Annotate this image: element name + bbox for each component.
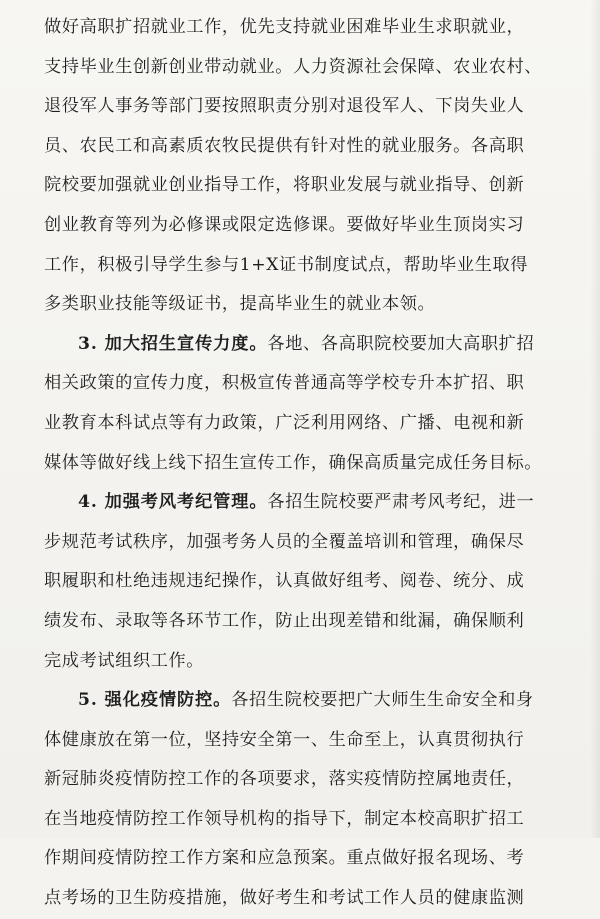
text-line: 创业教育等列为必修课或限定选修课。要做好毕业生顶岗实习 — [44, 214, 525, 235]
text-line: 退役军人事务等部门要按照职责分别对退役军人、下岗失业人 — [44, 96, 525, 117]
section-5-epidemic-control — [44, 681, 574, 919]
text-line: 在当地疫情防控工作领导机构的指导下，制定本校高职扩招工 — [44, 808, 525, 829]
section-first-line — [44, 483, 574, 523]
text-line: 媒体等做好线上线下招生宣传工作，确保高质量完成任务目标。 — [44, 452, 543, 473]
section-first-line — [44, 325, 574, 365]
section-heading: 4. 加强考风考纪管理。 — [78, 492, 268, 513]
text-line: 员、农民工和高素质农牧民提供有针对性的就业服务。各高职 — [44, 135, 525, 156]
text-line: 支持毕业生创新创业带动就业。人力资源社会保障、农业农村、 — [44, 56, 543, 77]
paragraph-employment-work — [44, 8, 574, 325]
text-line: 工作，积极引导学生参与1+X证书制度试点，帮助毕业生取得 — [44, 254, 529, 275]
section-4-exam-discipline — [44, 483, 574, 681]
text-line: 相关政策的宣传力度，积极宣传普通高等学校专升本扩招、职 — [44, 373, 525, 394]
text-line: 点考场的卫生防疫措施，做好考生和考试工作人员的健康监测 — [44, 888, 525, 909]
text-line: 职履职和杜绝违规违纪操作，认真做好组考、阅卷、统分、成 — [44, 571, 525, 592]
text-line: 新冠肺炎疫情防控工作的各项要求，落实疫情防控属地责任， — [44, 769, 525, 790]
text-line: 步规范考试秩序，加强考务人员的全覆盖培训和管理，确保尽 — [44, 531, 525, 552]
text-line: 多类职业技能等级证书，提高毕业生的就业本领。 — [44, 294, 436, 315]
section-heading: 3. 加大招生宣传力度。 — [78, 333, 268, 354]
text-line: 体健康放在第一位，坚持安全第一、生命至上，认真贯彻执行 — [44, 729, 525, 750]
document-body — [44, 8, 574, 919]
section-text: 各地、各高职院校要加大高职扩招 — [267, 333, 535, 354]
section-heading: 5. 强化疫情防控。 — [78, 690, 232, 711]
section-first-line — [44, 681, 574, 721]
text-line: 完成考试组织工作。 — [44, 650, 205, 671]
text-line: 作期间疫情防控工作方案和应急预案。重点做好报名现场、考 — [44, 848, 525, 869]
section-text: 各招生院校要严肃考风考纪，进一 — [267, 492, 535, 513]
page-edge-shadow — [590, 0, 600, 838]
text-line: 院校要加强就业创业指导工作，将职业发展与就业指导、创新 — [44, 175, 525, 196]
text-line: 业教育本科试点等有力政策，广泛利用网络、广播、电视和新 — [44, 412, 525, 433]
section-text: 各招生院校要把广大师生生命安全和身 — [231, 690, 534, 711]
text-line: 做好高职扩招就业工作，优先支持就业困难毕业生求职就业， — [44, 17, 525, 37]
section-3-publicity — [44, 325, 574, 483]
text-line: 绩发布、录取等各环节工作，防止出现差错和纰漏，确保顺利 — [44, 610, 525, 631]
